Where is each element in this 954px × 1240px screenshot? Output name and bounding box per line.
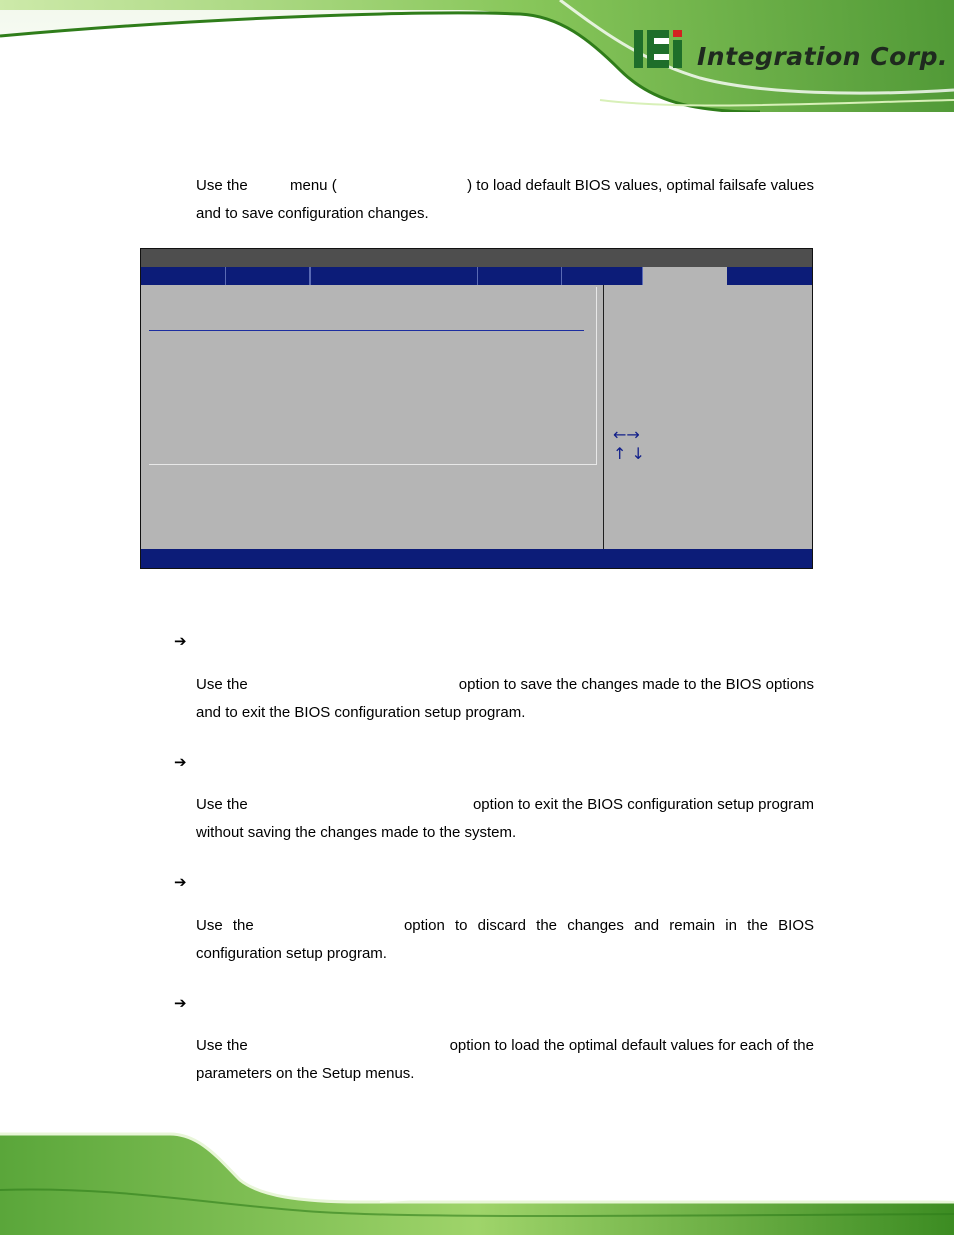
option-text-b: option to save the changes made to the BIOS options: [458, 676, 814, 693]
bios-panel-divider: [603, 285, 604, 550]
option-paragraph: [196, 671, 814, 727]
bios-tab-exit[interactable]: [643, 267, 727, 285]
bios-status-bar: [141, 549, 812, 568]
bios-tab[interactable]: [562, 267, 643, 285]
option-text-line2: without saving the changes made to the system.: [196, 824, 517, 841]
bios-tab[interactable]: [478, 267, 562, 285]
option-text-line2: parameters on the Setup menus.: [196, 1065, 415, 1082]
option-paragraph: [196, 791, 814, 847]
intro-text-a: Use the: [196, 177, 248, 194]
header-banner: [0, 0, 954, 112]
bullet-arrow-icon: ➔: [174, 753, 187, 771]
bullet-arrow-icon: ➔: [174, 994, 187, 1012]
bullet-arrow-icon: ➔: [174, 873, 187, 891]
bios-tab[interactable]: [310, 267, 478, 285]
intro-text-c: ) to load default BIOS values, optimal failsafe values: [467, 177, 814, 194]
bios-title-bar: [141, 249, 812, 267]
bios-options-panel: [149, 287, 597, 465]
intro-paragraph: [196, 172, 814, 228]
option-paragraph: [196, 1032, 814, 1088]
up-down-arrows-icon: ↑ ↓: [613, 444, 645, 463]
option-text-a: Use the: [196, 1037, 248, 1054]
option-text-a: Use the: [196, 917, 254, 934]
option-text-a: Use the: [196, 796, 248, 813]
bios-separator-line: [149, 330, 584, 331]
bios-tab[interactable]: [226, 267, 310, 285]
option-paragraph: [196, 912, 814, 968]
iei-logo-mark: [632, 28, 694, 70]
bios-exit-screen: [140, 248, 813, 569]
option-text-b: option to exit the BIOS configuration setup program: [472, 796, 814, 813]
bios-help-panel: [613, 425, 645, 463]
left-right-arrows-icon: ←→: [613, 425, 640, 444]
option-text-line2: and to exit the BIOS configuration setup program.: [196, 704, 526, 721]
footer-graphic: [0, 1130, 954, 1235]
bios-tab[interactable]: [141, 267, 226, 285]
option-text-a: Use the: [196, 676, 248, 693]
option-text-b: option to load the optimal default values for each of the: [449, 1037, 814, 1054]
bios-menu-tabs: [141, 267, 812, 285]
intro-text-line2: and to save configuration changes.: [196, 205, 429, 222]
option-text-b: option to discard the changes and remain in the BIOS: [403, 917, 814, 934]
bullet-arrow-icon: ➔: [174, 632, 187, 650]
company-logo-text: Integration Corp.: [697, 42, 949, 71]
option-text-line2: configuration setup program.: [196, 945, 387, 962]
intro-text-b: menu (: [290, 177, 337, 194]
footer-banner: [0, 1130, 954, 1235]
